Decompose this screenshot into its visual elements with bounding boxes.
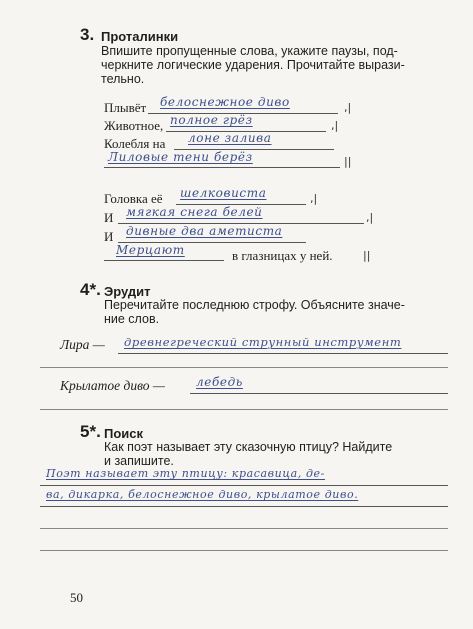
blank-line-9 — [40, 367, 448, 368]
blank-line-11 — [40, 528, 448, 529]
blank-line-12 — [40, 550, 448, 551]
blank-line-8 — [104, 260, 224, 261]
answer-5-line-2: ва, дикарка, белоснежное диво, крылатое диво. — [46, 488, 359, 501]
section-3-title: Проталинки — [101, 29, 179, 44]
poem-line-3-text: Колебля на — [104, 136, 166, 151]
blank-line-10 — [40, 409, 448, 410]
section-5-title: Поиск — [104, 426, 144, 441]
answer-line-5: шелковиста — [180, 186, 267, 200]
section-3-instruction-line-2: черкните логические ударения. Прочитайте вырази- — [101, 58, 405, 72]
section-3-instruction-line-1: Впишите пропущенные слова, укажите паузы, под- — [101, 44, 398, 58]
section-3-number: 3. — [80, 25, 95, 44]
term-lira: Лира — — [60, 337, 105, 352]
section-5-number: 5*. — [80, 422, 101, 441]
answer-line-2: полное грёз — [170, 113, 253, 127]
pause-mark-6: || — [363, 249, 371, 262]
poem-line-7-text: И — [104, 229, 114, 244]
answer-line-7: дивные два аметиста — [126, 224, 283, 238]
page-number: 50 — [70, 590, 83, 605]
answer-line-1: белоснежное диво — [160, 95, 290, 109]
section-4-instruction-line-2: ние слов. — [104, 312, 160, 326]
pause-mark-2: ,| — [331, 119, 339, 132]
section-5-instruction-line-1: Как поэт называет эту сказочную птицу? Найдите — [104, 440, 393, 454]
answer-line-8: Мерцают — [116, 243, 185, 257]
poem-line-8-text: в глазницах у ней. — [232, 248, 333, 263]
answer-line-krylatoe-divo — [190, 393, 448, 394]
answer-line-6: мягкая снега белей — [126, 205, 263, 219]
section-4-instruction-line-1: Перечитайте последнюю строфу. Объясните значе- — [104, 298, 405, 312]
pause-mark-1: ,| — [344, 101, 352, 114]
answer-lira: древнегреческий струнный инструмент — [124, 335, 402, 349]
pause-mark-5: ,| — [366, 211, 374, 224]
section-3-instruction-line-3: тельно. — [101, 72, 145, 86]
answer-line-4: Лиловые тени берёз — [108, 150, 253, 164]
pause-mark-3: || — [344, 155, 352, 168]
pause-mark-4: ,| — [310, 192, 318, 205]
term-krylatoe-divo: Крылатое диво — — [60, 378, 165, 393]
blank-line-4 — [104, 167, 340, 168]
answer-line-lira — [118, 353, 448, 354]
answer-5-line-1: Поэт называет эту птицу: красавица, де- — [46, 467, 325, 480]
poem-line-5-text: Головка её — [104, 191, 163, 206]
poem-line-1-text: Плывёт — [104, 100, 147, 115]
poem-line-2-text: Животное, — [104, 118, 164, 133]
section-4-number: 4*. — [80, 280, 101, 299]
answer-line-3: лоне залива — [188, 131, 272, 145]
answer-krylatoe-divo: лебедь — [196, 375, 243, 389]
answer-line-5-2 — [40, 506, 448, 507]
answer-line-5-1 — [40, 485, 448, 486]
section-4-title: Эрудит — [104, 284, 151, 299]
section-5-instruction-line-2: и запишите. — [104, 454, 174, 468]
poem-line-6-text: И — [104, 210, 114, 225]
